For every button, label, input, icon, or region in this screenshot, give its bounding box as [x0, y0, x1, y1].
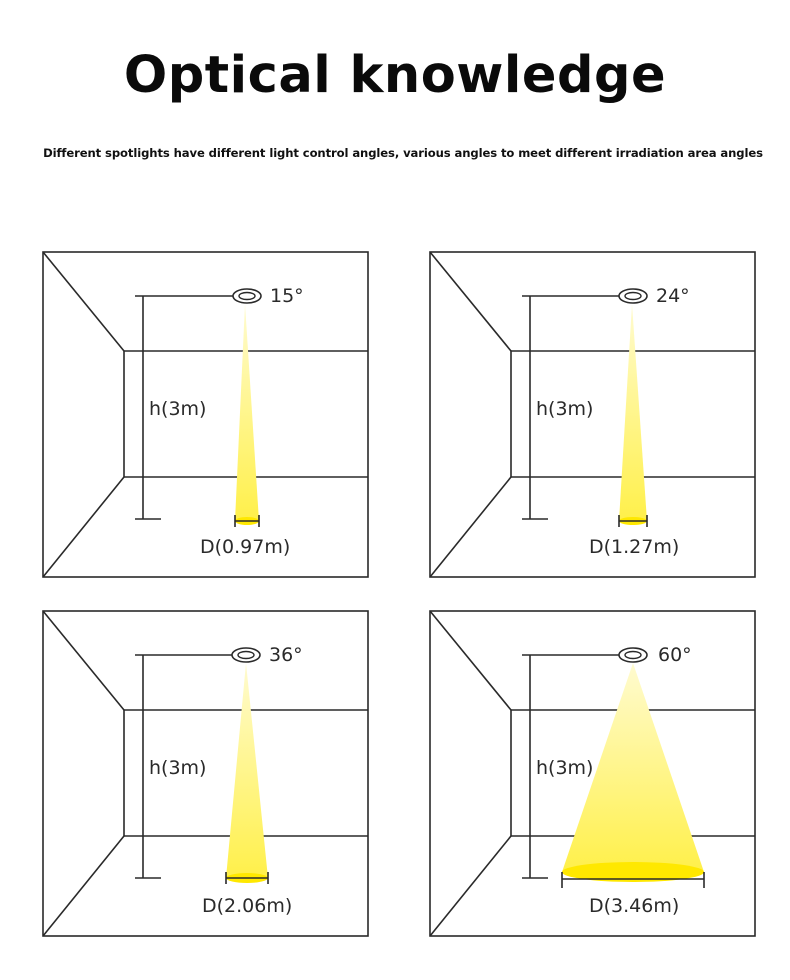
beam-angle-label: 24° [656, 285, 690, 307]
height-label: h(3m) [149, 398, 207, 420]
light-beam [619, 304, 647, 521]
light-beam [226, 663, 268, 878]
spotlight-fixture [232, 648, 260, 662]
diagram-panel-24 [429, 251, 757, 579]
room-diagram [42, 610, 370, 938]
room-diagram [42, 251, 370, 579]
light-beam [235, 304, 259, 521]
diameter-label: D(0.97m) [200, 536, 291, 558]
height-label: h(3m) [149, 757, 207, 779]
room-diagram [429, 610, 757, 938]
spotlight-fixture [233, 289, 261, 303]
diagram-panel-15 [42, 251, 370, 579]
diameter-label: D(3.46m) [589, 895, 680, 917]
diagram-panel-60 [429, 610, 757, 938]
spotlight-fixture [619, 289, 647, 303]
diagram-panel-36 [42, 610, 370, 938]
beam-angle-label: 36° [269, 644, 303, 666]
height-label: h(3m) [536, 757, 594, 779]
page-subtitle: Different spotlights have different light control angles, various angles to meet different irradiation area angles [43, 146, 763, 160]
diameter-label: D(1.27m) [589, 536, 680, 558]
page-title: Optical knowledge [123, 46, 667, 105]
beam-angle-label: 15° [270, 285, 304, 307]
diameter-label: D(2.06m) [202, 895, 293, 917]
spotlight-fixture [619, 648, 647, 662]
height-label: h(3m) [536, 398, 594, 420]
room-diagram [429, 251, 757, 579]
beam-angle-label: 60° [658, 644, 692, 666]
